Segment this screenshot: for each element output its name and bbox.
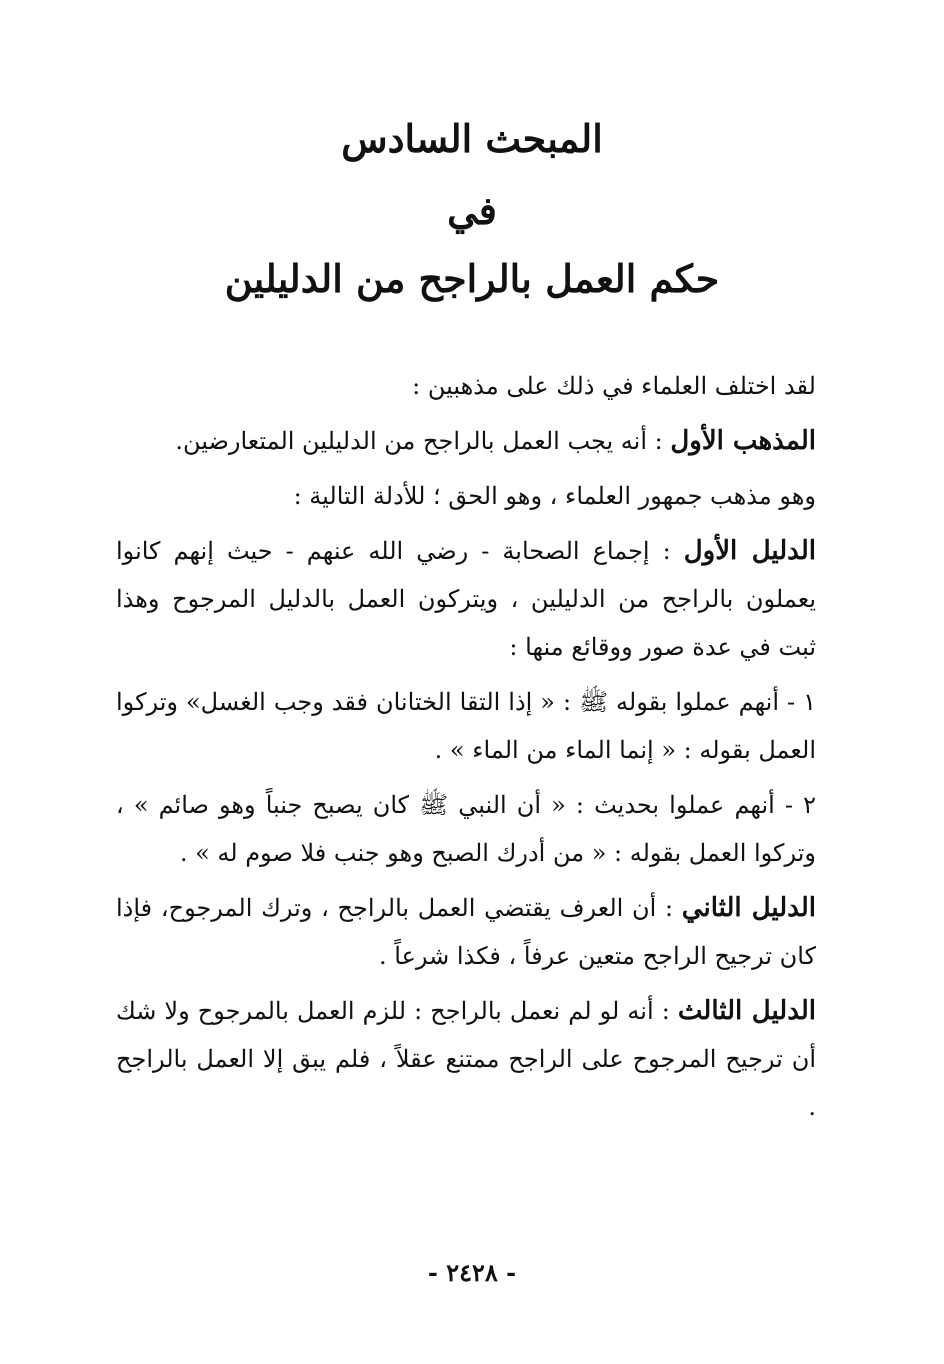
first-evidence-label: الدليل الأول bbox=[683, 536, 816, 566]
paragraph-third-evidence bbox=[116, 987, 816, 1131]
paragraph-example-1: ١ - أنهم عملوا بقوله ﷺ : « إذا التقا الختانان فقد وجب الغسل» وتركوا العمل بقوله : « إنما الماء من الماء » . bbox=[116, 688, 816, 764]
paragraph-first-evidence bbox=[116, 527, 816, 671]
third-evidence-label: الدليل الثالث bbox=[677, 996, 817, 1026]
paragraph-example-2: ٢ - أنهم عملوا بحديث : « أن النبي ﷺ كان يصبح جنباً وهو صائم » ، وتركوا العمل بقوله : « من أدرك الصبح وهو جنب فلا صوم له » . bbox=[116, 791, 816, 867]
paragraph-majority: وهو مذهب جمهور العلماء ، وهو الحق ؛ للأدلة التالية : bbox=[293, 482, 816, 510]
first-evidence-text: : إجماع الصحابة - رضي الله عنهم - حيث إنهم كانوا يعملون بالراجح من الدليلين ، ويتركون العمل بالدليل المرجوح وهذا ثبت في عدة صور ووقائع منها : bbox=[116, 537, 816, 661]
body-text bbox=[116, 362, 816, 1138]
page-number: - ٢٤٢٨ - bbox=[427, 1258, 517, 1287]
paragraph-first-opinion bbox=[116, 417, 816, 465]
intro-paragraph: لقد اختلف العلماء في ذلك على مذهبين : bbox=[412, 372, 816, 400]
heading-line-1: المبحث السادس bbox=[341, 116, 603, 161]
heading-line-3: حكم العمل بالراجح من الدليلين bbox=[224, 256, 720, 301]
second-evidence-text: : أن العرف يقتضي العمل بالراجح ، وترك المرجوح، فإذا كان ترجيح الراجح متعين عرفاً ، فكذا شرعاً . bbox=[116, 894, 816, 970]
first-opinion-text: : أنه يجب العمل بالراجح من الدليلين المتعارضين. bbox=[175, 427, 671, 455]
heading-line-2: في bbox=[447, 188, 497, 233]
second-evidence-label: الدليل الثاني bbox=[681, 893, 816, 923]
paragraph-second-evidence bbox=[116, 884, 816, 980]
first-opinion-label: المذهب الأول bbox=[670, 426, 816, 456]
third-evidence-text: : أنه لو لم نعمل بالراجح : للزم العمل بالمرجوح ولا شك أن ترجيح المرجوح على الراجح ممتنع عقلاً ، فلم يبق إلا العمل بالراجح . bbox=[116, 997, 816, 1121]
